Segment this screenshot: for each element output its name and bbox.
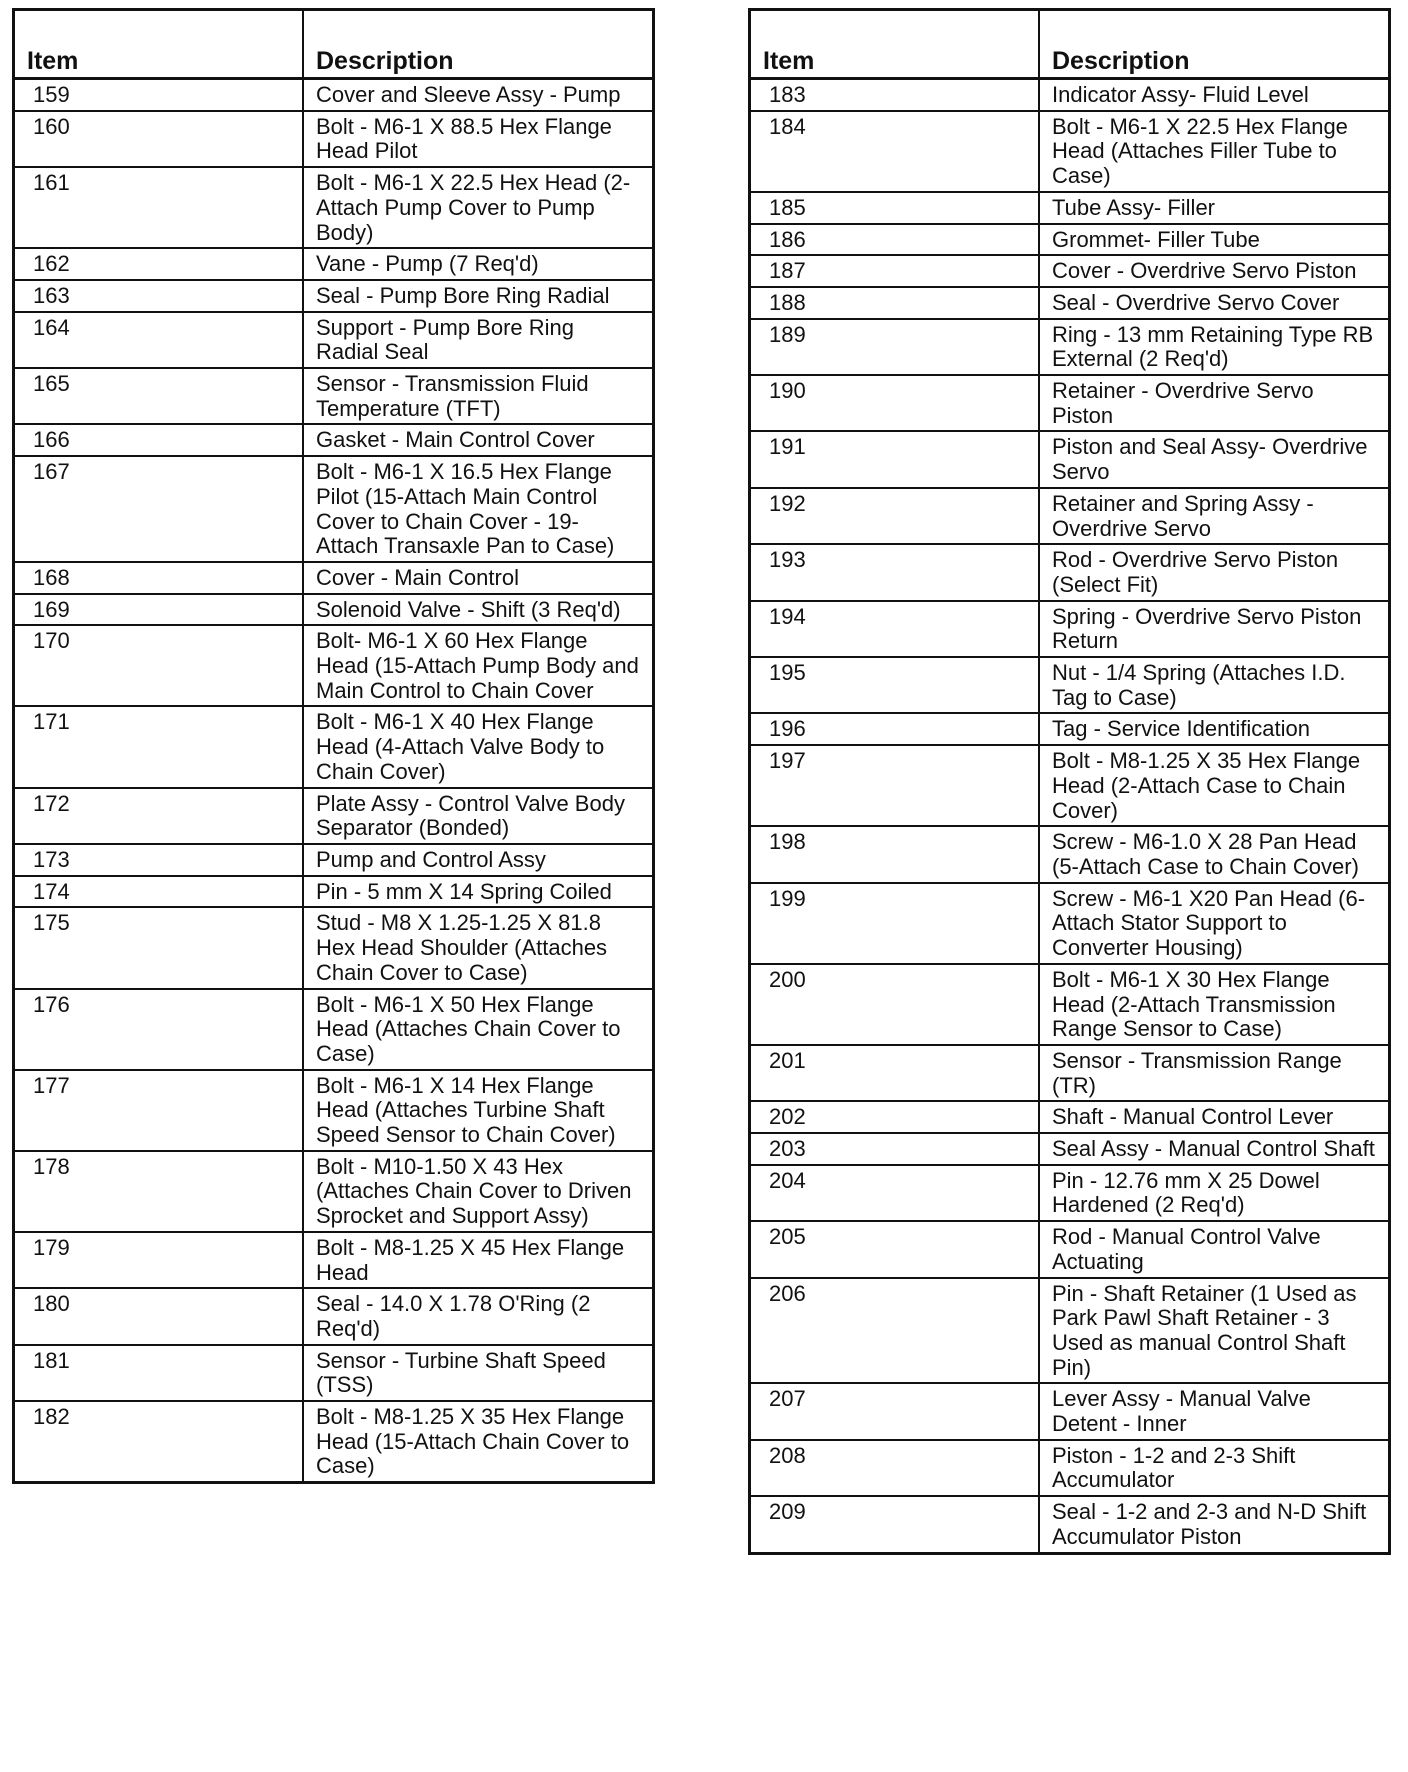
table-row: [14, 706, 654, 787]
description-cell: Plate Assy - Control Valve Body Separator (Bonded): [303, 788, 654, 844]
item-number-cell: 181: [14, 1345, 304, 1401]
description-cell: Rod - Overdrive Servo Piston (Select Fit): [1039, 544, 1390, 600]
item-number-cell: 203: [750, 1133, 1040, 1165]
description-cell: Pin - Shaft Retainer (1 Used as Park Pawl Shaft Retainer - 3 Used as manual Control Shaft Pin): [1039, 1278, 1390, 1384]
item-number-cell: 188: [750, 287, 1040, 319]
item-number-cell: 177: [14, 1070, 304, 1151]
description-cell: Indicator Assy- Fluid Level: [1039, 79, 1390, 111]
description-cell: Support - Pump Bore Ring Radial Seal: [303, 312, 654, 368]
table-row: [750, 544, 1390, 600]
description-cell: Seal - Pump Bore Ring Radial: [303, 280, 654, 312]
table-row: [14, 368, 654, 424]
item-number-cell: 176: [14, 989, 304, 1070]
item-number-cell: 159: [14, 79, 304, 111]
item-number-cell: 187: [750, 255, 1040, 287]
table-row: [14, 424, 654, 456]
description-cell: Tag - Service Identification: [1039, 713, 1390, 745]
item-number-cell: 205: [750, 1221, 1040, 1277]
item-number-cell: 196: [750, 713, 1040, 745]
description-cell: Solenoid Valve - Shift (3 Req'd): [303, 594, 654, 626]
item-number-cell: 195: [750, 657, 1040, 713]
item-number-cell: 164: [14, 312, 304, 368]
item-number-cell: 190: [750, 375, 1040, 431]
item-number-cell: 182: [14, 1401, 304, 1483]
table-row: [14, 111, 654, 167]
item-number-cell: 165: [14, 368, 304, 424]
description-cell: Cover - Overdrive Servo Piston: [1039, 255, 1390, 287]
item-number-cell: 170: [14, 625, 304, 706]
item-number-cell: 180: [14, 1288, 304, 1344]
item-number-cell: 161: [14, 167, 304, 248]
description-cell: Sensor - Turbine Shaft Speed (TSS): [303, 1345, 654, 1401]
description-cell: Retainer - Overdrive Servo Piston: [1039, 375, 1390, 431]
item-number-cell: 194: [750, 601, 1040, 657]
table-row: [14, 1070, 654, 1151]
description-cell: Bolt- M6-1 X 60 Hex Flange Head (15-Attach Pump Body and Main Control to Chain Cover: [303, 625, 654, 706]
table-row: [14, 248, 654, 280]
item-number-cell: 169: [14, 594, 304, 626]
table-row: [14, 79, 654, 111]
item-number-cell: 206: [750, 1278, 1040, 1384]
item-number-cell: 186: [750, 224, 1040, 256]
table-row: [750, 287, 1390, 319]
description-cell: Seal - Overdrive Servo Cover: [1039, 287, 1390, 319]
table-row: [14, 594, 654, 626]
table-row: [750, 1440, 1390, 1496]
table-row: [14, 312, 654, 368]
item-number-cell: 192: [750, 488, 1040, 544]
table-row: [750, 192, 1390, 224]
description-cell: Tube Assy- Filler: [1039, 192, 1390, 224]
description-cell: Bolt - M6-1 X 22.5 Hex Flange Head (Attaches Filler Tube to Case): [1039, 111, 1390, 192]
table-row: [750, 431, 1390, 487]
item-number-cell: 173: [14, 844, 304, 876]
table-row: [750, 111, 1390, 192]
table-row: [14, 280, 654, 312]
description-cell: Shaft - Manual Control Lever: [1039, 1101, 1390, 1133]
description-cell: Screw - M6-1.0 X 28 Pan Head (5-Attach Case to Chain Cover): [1039, 826, 1390, 882]
description-cell: Bolt - M8-1.25 X 45 Hex Flange Head: [303, 1232, 654, 1288]
table-row: [750, 826, 1390, 882]
item-number-cell: 199: [750, 883, 1040, 964]
description-cell: Bolt - M6-1 X 40 Hex Flange Head (4-Attach Valve Body to Chain Cover): [303, 706, 654, 787]
table-row: [750, 1165, 1390, 1221]
description-cell: Grommet- Filler Tube: [1039, 224, 1390, 256]
item-number-cell: 172: [14, 788, 304, 844]
table-row: [750, 224, 1390, 256]
table-row: [750, 964, 1390, 1045]
table-row: [750, 713, 1390, 745]
item-number-cell: 202: [750, 1101, 1040, 1133]
table-row: [14, 1401, 654, 1483]
description-cell: Sensor - Transmission Range (TR): [1039, 1045, 1390, 1101]
table-row: [14, 562, 654, 594]
table-row: [750, 1101, 1390, 1133]
table-row: [750, 319, 1390, 375]
description-cell: Bolt - M6-1 X 30 Hex Flange Head (2-Attach Transmission Range Sensor to Case): [1039, 964, 1390, 1045]
table-row: [750, 79, 1390, 111]
table-body: [750, 79, 1390, 1554]
table-body: [14, 79, 654, 1483]
table-row: [750, 1278, 1390, 1384]
description-cell: Bolt - M6-1 X 14 Hex Flange Head (Attaches Turbine Shaft Speed Sensor to Chain Cover): [303, 1070, 654, 1151]
item-number-cell: 183: [750, 79, 1040, 111]
item-number-cell: 162: [14, 248, 304, 280]
item-number-cell: 166: [14, 424, 304, 456]
table-row: [750, 1383, 1390, 1439]
item-number-cell: 201: [750, 1045, 1040, 1101]
description-cell: Rod - Manual Control Valve Actuating: [1039, 1221, 1390, 1277]
description-cell: Bolt - M6-1 X 22.5 Hex Head (2-Attach Pump Cover to Pump Body): [303, 167, 654, 248]
description-column-header: Description: [1039, 10, 1390, 79]
description-cell: Piston - 1-2 and 2-3 Shift Accumulator: [1039, 1440, 1390, 1496]
description-cell: Retainer and Spring Assy - Overdrive Servo: [1039, 488, 1390, 544]
table-row: [750, 1496, 1390, 1553]
table-row: [750, 1133, 1390, 1165]
description-cell: Seal - 1-2 and 2-3 and N-D Shift Accumulator Piston: [1039, 1496, 1390, 1553]
description-column-header: Description: [303, 10, 654, 79]
description-cell: Lever Assy - Manual Valve Detent - Inner: [1039, 1383, 1390, 1439]
table-row: [14, 167, 654, 248]
description-cell: Piston and Seal Assy- Overdrive Servo: [1039, 431, 1390, 487]
description-cell: Gasket - Main Control Cover: [303, 424, 654, 456]
item-number-cell: 193: [750, 544, 1040, 600]
table-row: [750, 601, 1390, 657]
item-number-cell: 200: [750, 964, 1040, 1045]
table-row: [14, 1151, 654, 1232]
table-row: [750, 883, 1390, 964]
item-number-cell: 175: [14, 907, 304, 988]
table-row: [750, 657, 1390, 713]
table-row: [750, 488, 1390, 544]
item-number-cell: 209: [750, 1496, 1040, 1553]
table-row: [750, 1221, 1390, 1277]
description-cell: Bolt - M8-1.25 X 35 Hex Flange Head (15-Attach Chain Cover to Case): [303, 1401, 654, 1483]
description-cell: Pin - 5 mm X 14 Spring Coiled: [303, 876, 654, 908]
table-row: [14, 625, 654, 706]
description-cell: Seal - 14.0 X 1.78 O'Ring (2 Req'd): [303, 1288, 654, 1344]
item-column-header: Item: [750, 10, 1040, 79]
parts-table-left: [12, 8, 655, 1484]
description-cell: Cover - Main Control: [303, 562, 654, 594]
item-number-cell: 197: [750, 745, 1040, 826]
parts-table-right: [748, 8, 1391, 1555]
description-cell: Bolt - M6-1 X 16.5 Hex Flange Pilot (15-Attach Main Control Cover to Chain Cover - 19-Attach Transaxle Pan to Case): [303, 456, 654, 562]
item-column-header: Item: [14, 10, 304, 79]
table-row: [14, 1288, 654, 1344]
item-number-cell: 198: [750, 826, 1040, 882]
item-number-cell: 207: [750, 1383, 1040, 1439]
description-cell: Ring - 13 mm Retaining Type RB External (2 Req'd): [1039, 319, 1390, 375]
item-number-cell: 174: [14, 876, 304, 908]
table-row: [750, 745, 1390, 826]
table-row: [14, 788, 654, 844]
table-row: [14, 907, 654, 988]
item-number-cell: 185: [750, 192, 1040, 224]
description-cell: Cover and Sleeve Assy - Pump: [303, 79, 654, 111]
table-row: [14, 876, 654, 908]
table-row: [750, 255, 1390, 287]
item-number-cell: 163: [14, 280, 304, 312]
item-number-cell: 171: [14, 706, 304, 787]
description-cell: Screw - M6-1 X20 Pan Head (6-Attach Stator Support to Converter Housing): [1039, 883, 1390, 964]
description-cell: Vane - Pump (7 Req'd): [303, 248, 654, 280]
table-header-row: [14, 10, 654, 79]
description-cell: Bolt - M6-1 X 88.5 Hex Flange Head Pilot: [303, 111, 654, 167]
item-number-cell: 167: [14, 456, 304, 562]
description-cell: Bolt - M10-1.50 X 43 Hex (Attaches Chain Cover to Driven Sprocket and Support Assy): [303, 1151, 654, 1232]
description-cell: Bolt - M6-1 X 50 Hex Flange Head (Attaches Chain Cover to Case): [303, 989, 654, 1070]
table-row: [14, 1232, 654, 1288]
item-number-cell: 208: [750, 1440, 1040, 1496]
item-number-cell: 160: [14, 111, 304, 167]
description-cell: Stud - M8 X 1.25-1.25 X 81.8 Hex Head Shoulder (Attaches Chain Cover to Case): [303, 907, 654, 988]
description-cell: Spring - Overdrive Servo Piston Return: [1039, 601, 1390, 657]
table-row: [14, 456, 654, 562]
item-number-cell: 168: [14, 562, 304, 594]
description-cell: Sensor - Transmission Fluid Temperature (TFT): [303, 368, 654, 424]
table-row: [14, 844, 654, 876]
description-cell: Bolt - M8-1.25 X 35 Hex Flange Head (2-Attach Case to Chain Cover): [1039, 745, 1390, 826]
description-cell: Pump and Control Assy: [303, 844, 654, 876]
table-header-row: [750, 10, 1390, 79]
item-number-cell: 191: [750, 431, 1040, 487]
description-cell: Nut - 1/4 Spring (Attaches I.D. Tag to Case): [1039, 657, 1390, 713]
item-number-cell: 184: [750, 111, 1040, 192]
description-cell: Seal Assy - Manual Control Shaft: [1039, 1133, 1390, 1165]
item-number-cell: 179: [14, 1232, 304, 1288]
table-row: [750, 1045, 1390, 1101]
table-row: [750, 375, 1390, 431]
table-row: [14, 1345, 654, 1401]
table-row: [14, 989, 654, 1070]
description-cell: Pin - 12.76 mm X 25 Dowel Hardened (2 Req'd): [1039, 1165, 1390, 1221]
item-number-cell: 204: [750, 1165, 1040, 1221]
item-number-cell: 178: [14, 1151, 304, 1232]
item-number-cell: 189: [750, 319, 1040, 375]
